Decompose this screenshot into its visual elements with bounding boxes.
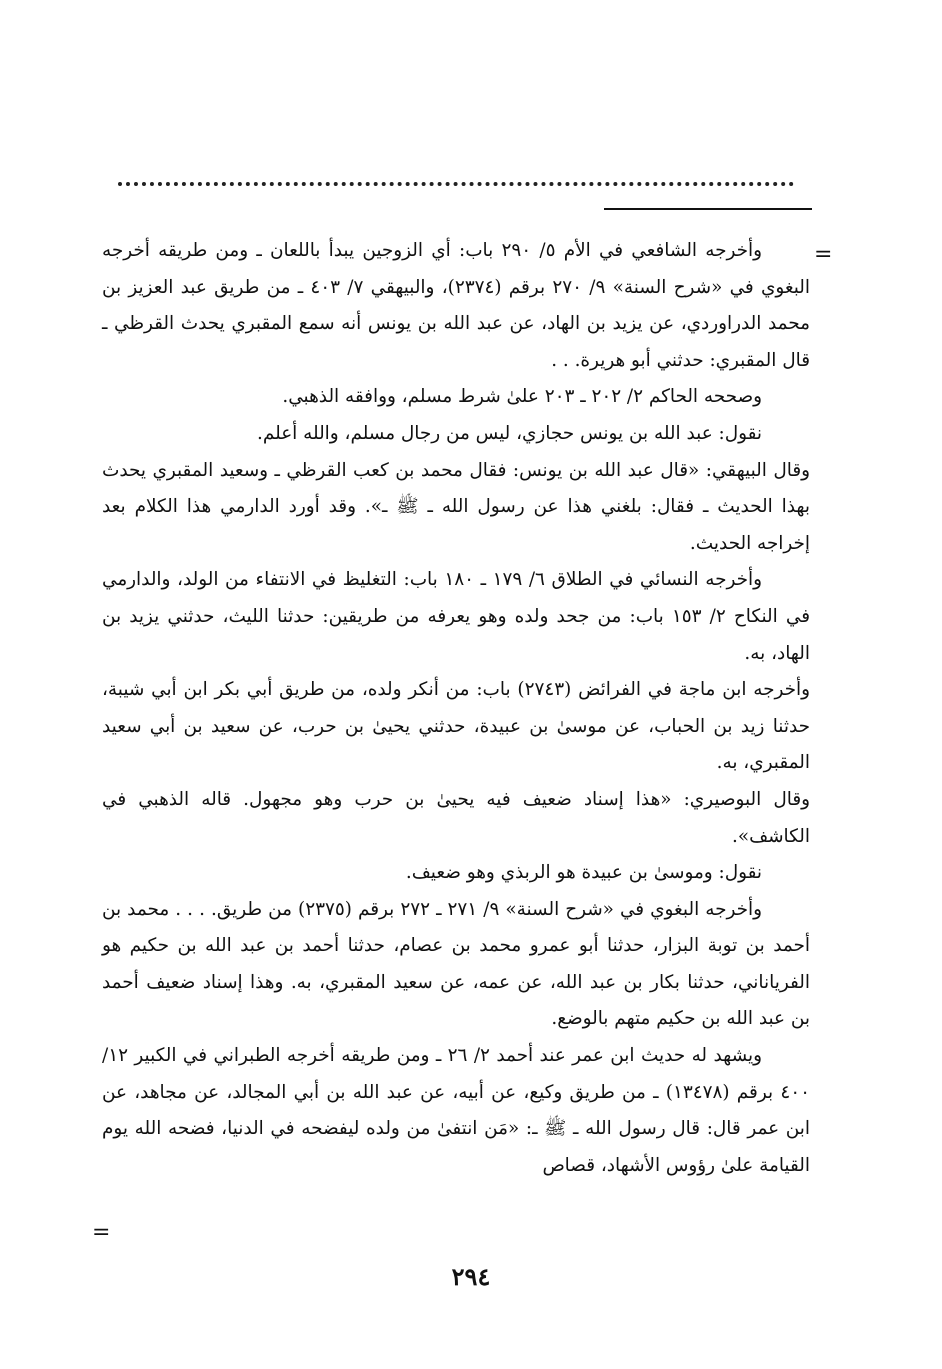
paragraph-ibn-umar: ويشهد له حديث ابن عمر عند أحمد ٢/ ٢٦ ـ ومن طريقه أخرجه الطبراني في الكبير ١٢/ ٤٠٠ برقم (١٣٤٧٨) ـ من طريق وكيع، عن أبيه، عن عبد الله بن أبي المجالد، عن مجاهد، عن ابن عمر قال: قال رسول الله ـ ﷺ ـ: «مَن انتفىٰ من ولده ليفضحه في الدنيا، فضحه الله يوم القيامة علىٰ رؤوس الأشهاد، قصاص [102, 1045, 810, 1176]
paragraph-naqul-1: نقول: عبد الله بن يونس حجازي، ليس من رجال مسلم، والله أعلم. [257, 422, 762, 444]
paragraph-busiri: وقال البوصيري: «هذا إسناد ضعيف فيه يحيىٰ بن حرب وهو مجهول. قاله الذهبي في الكاشف». [102, 788, 810, 847]
paragraph-nasai: وأخرجه النسائي في الطلاق ٦/ ١٧٩ ـ ١٨٠ باب: التغليظ في الانتفاء من الولد، والدارمي في النكاح ٢/ ١٥٣ باب: من جحد ولده وهو يعرفه من طريقين: حدثنا الليث، حدثني يزيد بن الهاد، به. [102, 569, 810, 664]
paragraph-baghawi: وأخرجه البغوي في «شرح السنة» ٩/ ٢٧١ ـ ٢٧٢ برقم (٢٣٧٥) من طريق. . . . محمد بن أحمد بن توبة البزار، حدثنا أبو عمرو محمد بن عصام، حدثنا أحمد بن عبد الله بن حكيم هو الفرياناني، حدثنا بكار بن عبد الله، عن عمه، عن سعيد المقبري، به. وهذا إسناد ضعيف أحمد بن عبد الله بن حكيم متهم بالوضع. [102, 898, 810, 1030]
dotted-separator [118, 182, 794, 186]
continuation-end-mark: = [92, 1220, 111, 1245]
paragraph-hakim: وصححه الحاكم ٢/ ٢٠٢ ـ ٢٠٣ علىٰ شرط مسلم، ووافقه الذهبي. [282, 386, 762, 408]
page-number: ٢٩٤ [451, 1262, 491, 1291]
paragraph-naqul-2: نقول: وموسىٰ بن عبيدة هو الربذي وهو ضعيف. [405, 862, 762, 884]
footnote-text [102, 233, 810, 1184]
paragraph-bayhaqi: وقال البيهقي: «قال عبد الله بن يونس: فقال محمد بن كعب القرظي ـ وسعيد المقبري يحدث بهذا الحديث ـ فقال: بلغني هذا عن رسول الله ـ ﷺ ـ». وقد أورد الدارمي هذا الكلام بعد إخراجه الحديث. [102, 459, 810, 554]
footnote-separator-rule [604, 208, 812, 210]
continuation-start-mark: = [814, 242, 833, 267]
paragraph-ibn-majah: وأخرجه ابن ماجة في الفرائض (٢٧٤٣) باب: من أنكر ولده، من طريق أبي بكر ابن أبي شيبة، حدثنا زيد بن الحباب، عن موسىٰ بن عبيدة، حدثني يحيىٰ بن حرب، عن سعيد بن أبي سعيد المقبري، به. [102, 679, 810, 774]
paragraph-shafii: وأخرجه الشافعي في الأم ٥/ ٢٩٠ باب: أي الزوجين يبدأ باللعان ـ ومن طريقه أخرجه البغوي في «شرح السنة» ٩/ ٢٧٠ برقم (٢٣٧٤)، والبيهقي ٧/ ٤٠٣ ـ من طريق عبد العزيز بن محمد الدراوردي، عن يزيد بن الهاد، عن عبد الله بن يونس أنه سمع المقبري يحدث القرظي ـ قال المقبري: حدثني أبو هريرة. . . [102, 240, 810, 371]
